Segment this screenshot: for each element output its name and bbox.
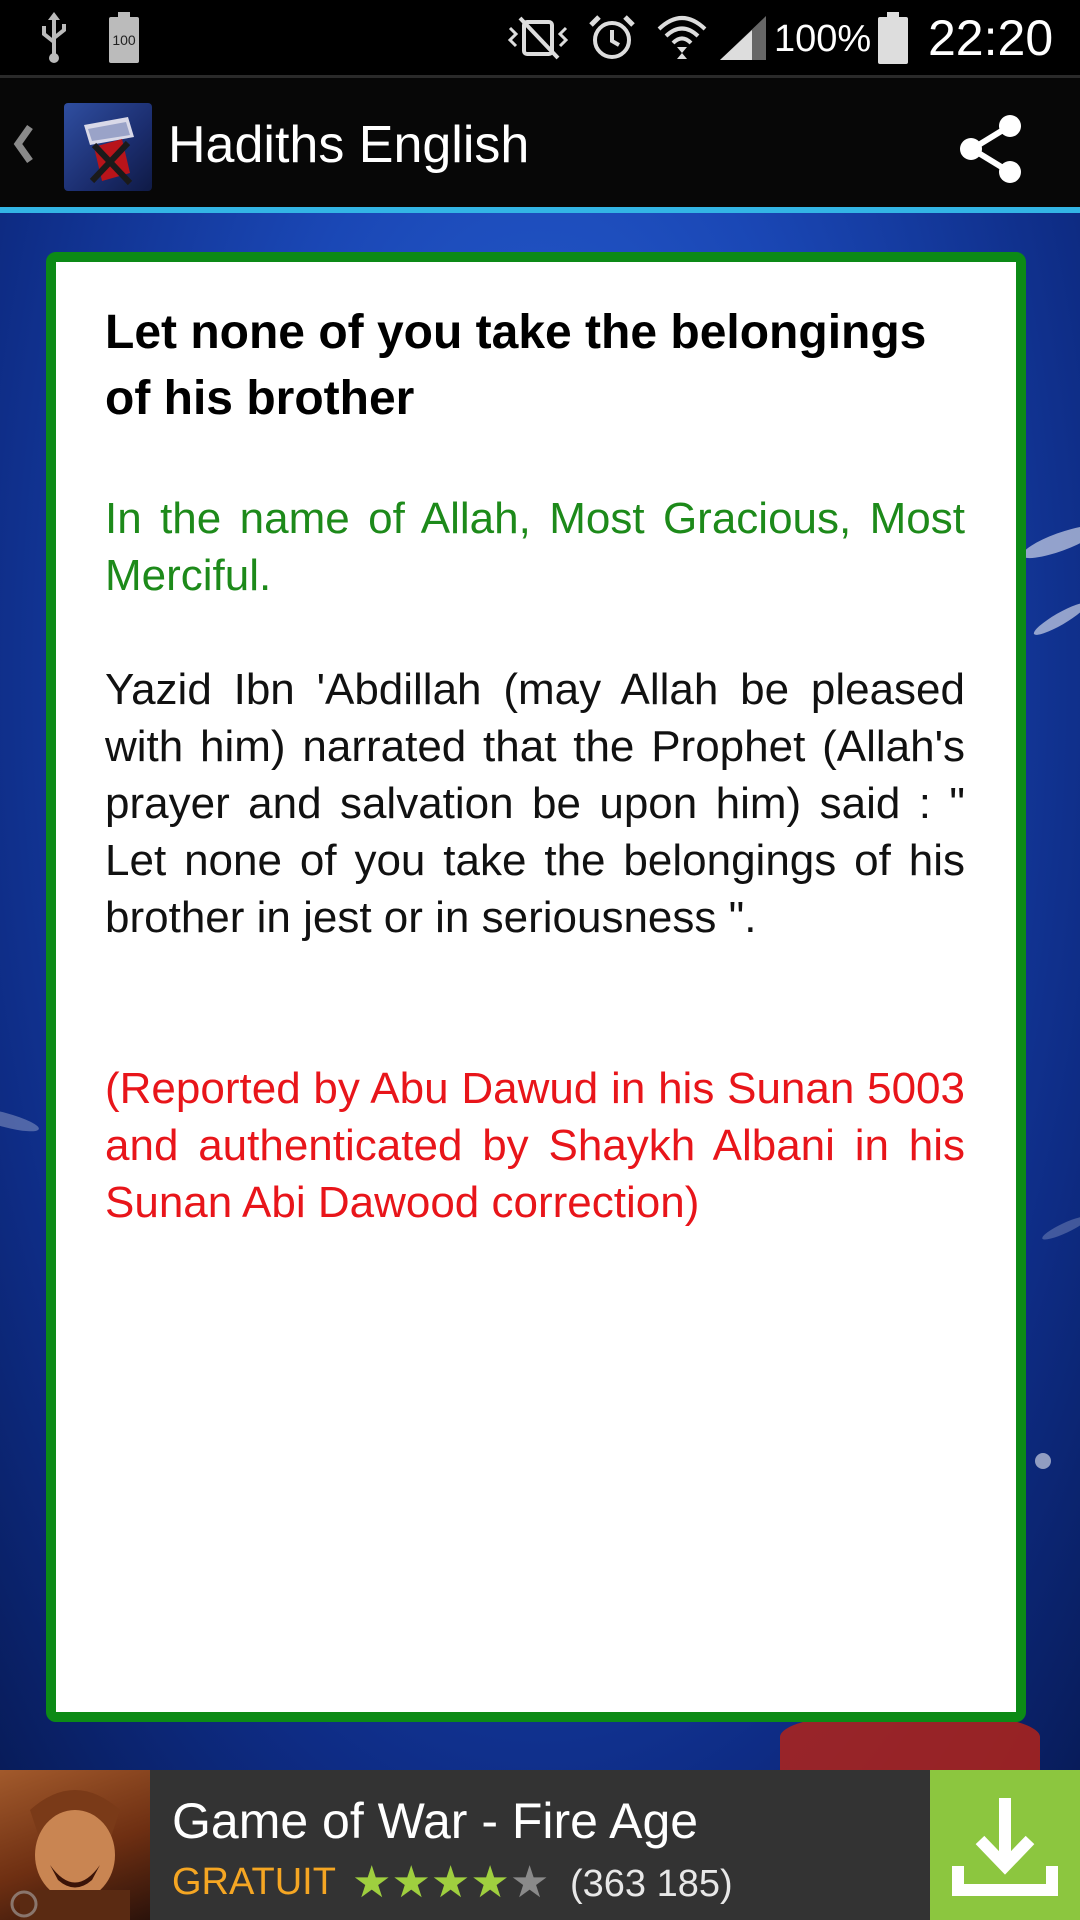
ad-thumbnail[interactable]: [0, 1770, 150, 1920]
bismillah-text: In the name of Allah, Most Gracious, Most Merciful.: [105, 494, 965, 600]
ad-download-button[interactable]: [930, 1770, 1080, 1920]
ad-banner[interactable]: [0, 1770, 1080, 1920]
app-title: Hadiths English: [168, 116, 530, 174]
ad-rating: [352, 1860, 549, 1906]
usb-icon: [34, 10, 74, 66]
signal-icon: [716, 10, 770, 66]
divider: [0, 75, 1080, 78]
wifi-icon: [654, 10, 710, 66]
vibrate-mute-icon: [500, 10, 576, 66]
ad-price: GRATUIT: [172, 1861, 336, 1903]
hadith-title: Let none of you take the belongings of his brother: [105, 306, 927, 425]
back-caret-icon[interactable]: [10, 119, 40, 169]
clock: 22:20: [928, 10, 1054, 66]
app-icon[interactable]: [64, 103, 152, 191]
share-icon: [952, 109, 1032, 189]
download-icon: [930, 1770, 1080, 1920]
star-icon: ★: [391, 1858, 431, 1907]
ad-title[interactable]: Game of War - Fire Age: [172, 1793, 699, 1849]
star-icon: ★: [430, 1858, 471, 1907]
star-icon: ★: [470, 1858, 510, 1907]
ad-review-count: (363 185): [570, 1863, 733, 1905]
status-bar: [0, 0, 1080, 75]
battery-percent: 100%: [774, 18, 872, 60]
action-bar: [0, 75, 1080, 213]
share-button[interactable]: [952, 109, 1032, 189]
hadith-card: [46, 252, 1026, 1722]
hadith-body: Yazid Ibn 'Abdillah (may Allah be pleased with him) narrated that the Prophet (Allah's prayer and salvation be upon him) said : " Let none of you take the belongings of his brother in jest or in seriousness ".: [105, 665, 965, 942]
hadith-source: (Reported by Abu Dawud in his Sunan 5003 and authenticated by Shaykh Albani in his Sunan Abi Dawood correction): [105, 1064, 965, 1227]
svg-text:100: 100: [112, 32, 136, 48]
star-icon: ★: [352, 1858, 392, 1907]
battery-icon: [876, 10, 910, 66]
battery-icon: [106, 10, 142, 66]
star-icon: ★: [509, 1858, 550, 1907]
alarm-icon: [586, 10, 638, 66]
